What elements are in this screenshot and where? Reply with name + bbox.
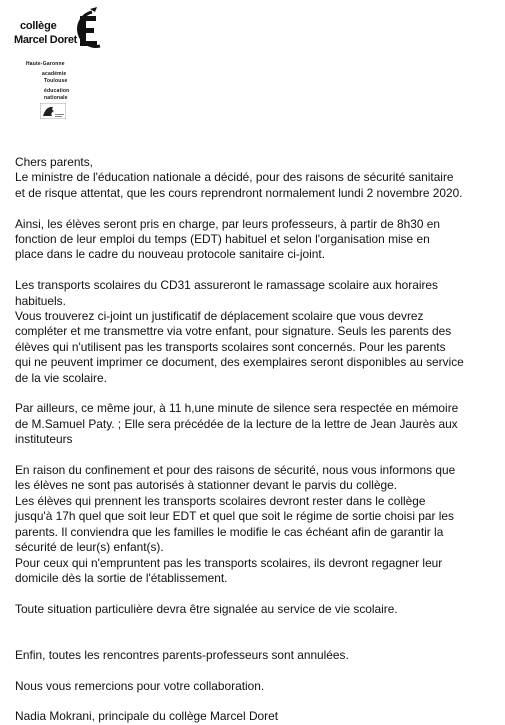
paragraph-gap <box>15 633 495 648</box>
letter-line: qui ne peuvent imprimer ce document, des exemplaires seront disponibles au service <box>15 355 464 370</box>
letter-line: Nadia Mokrani, principale du collège Marcel Doret <box>15 709 279 724</box>
paragraph-gap <box>15 694 495 709</box>
letter-body <box>15 155 495 725</box>
marianne-icon <box>40 103 66 119</box>
academie-city: Toulouse <box>44 78 68 84</box>
letter-line: Le ministre de l'éducation nationale a décidé, pour des raisons de sécurité sanitaire <box>15 170 454 185</box>
letter-line: instituteurs <box>15 432 73 447</box>
letterhead <box>14 6 104 118</box>
letter-line: élèves qui n'utilisent pas les transports scolaires sont concernés. Pour les parents <box>15 339 446 354</box>
letter-line: Toute situation particulière devra être signalée au service de vie scolaire. <box>15 601 398 616</box>
letter-line: les élèves ne sont pas autorisés à stationner devant le parvis du collège. <box>15 478 398 493</box>
letter-line: Vous trouverez ci-joint un justificatif de déplacement scolaire que vous devrez <box>15 309 424 324</box>
college-logo <box>14 6 104 58</box>
paragraph-gap <box>15 586 495 601</box>
letter-line: En raison du confinement et pour des raisons de sécurité, nous vous informons que <box>15 463 456 478</box>
letter-line: Nous vous remercions pour votre collaboration. <box>15 678 265 693</box>
letter-line: sécurité de leur(s) enfant(s). <box>15 540 164 555</box>
letter-line: Enfin, toutes les rencontres parents-professeurs sont annulées. <box>15 647 349 662</box>
paragraph-gap <box>15 448 495 463</box>
letter-line: parents. Il conviendra que les familles le modifie le cas échéant afin de garantir la <box>15 524 444 539</box>
letter-line: de la vie scolaire. <box>15 370 107 385</box>
college-e-logo-icon <box>66 6 106 58</box>
letter-line: Les élèves qui prennent les transports scolaires devront rester dans le collège <box>15 493 426 508</box>
letter-line: Chers parents, <box>15 155 93 169</box>
letter-line: Les transports scolaires du CD31 assureront le ramassage scolaire aux horaires <box>15 278 438 293</box>
paragraph-gap <box>15 201 495 216</box>
education-national-label: nationale <box>44 95 68 101</box>
logo-college-label: collège <box>20 20 57 32</box>
letter-line: place dans le cadre du nouveau protocole sanitaire ci-joint. <box>15 247 326 262</box>
letter-line: jusqu'à 17h quel que soit leur EDT et quel que soit le régime de sortie choisi par les <box>15 509 454 524</box>
paragraph-gap <box>15 386 495 401</box>
letter-line: de M.Samuel Paty. ; Elle sera précédée de la lecture de la lettre de Jean Jaurès aux <box>15 416 458 431</box>
letter-line: fonction de leur emploi du temps (EDT) habituel et selon l'organisation mise en <box>15 232 430 247</box>
letter-line: habituels. <box>15 293 66 308</box>
paragraph-gap <box>15 263 495 278</box>
paragraph-gap <box>15 617 495 632</box>
education-label: éducation <box>44 88 70 94</box>
academie-label: académie <box>42 71 67 77</box>
paragraph-gap <box>15 663 495 678</box>
letter-line: Pour ceux qui n'empruntent pas les transports scolaires, ils devront regagner leur <box>15 555 443 570</box>
department-label: Haute-Garonne <box>26 61 65 67</box>
letter-line: compléter et me transmettre via votre enfant, pour signature. Seuls les parents des <box>15 324 452 339</box>
letter-line: domicile dès la sortie de l'établissement. <box>15 570 228 585</box>
letter-line: Par ailleurs, ce même jour, à 11 h,une minute de silence sera respectée en mémoire <box>15 401 459 416</box>
letter-line: Ainsi, les élèves seront pris en charge, par leurs professeurs, à partir de 8h30 en <box>15 216 440 231</box>
letter-line: et de risque attentat, que les cours reprendront normalement lundi 2 novembre 2020. <box>15 185 463 200</box>
logo-college-name: Marcel Doret <box>14 34 78 46</box>
